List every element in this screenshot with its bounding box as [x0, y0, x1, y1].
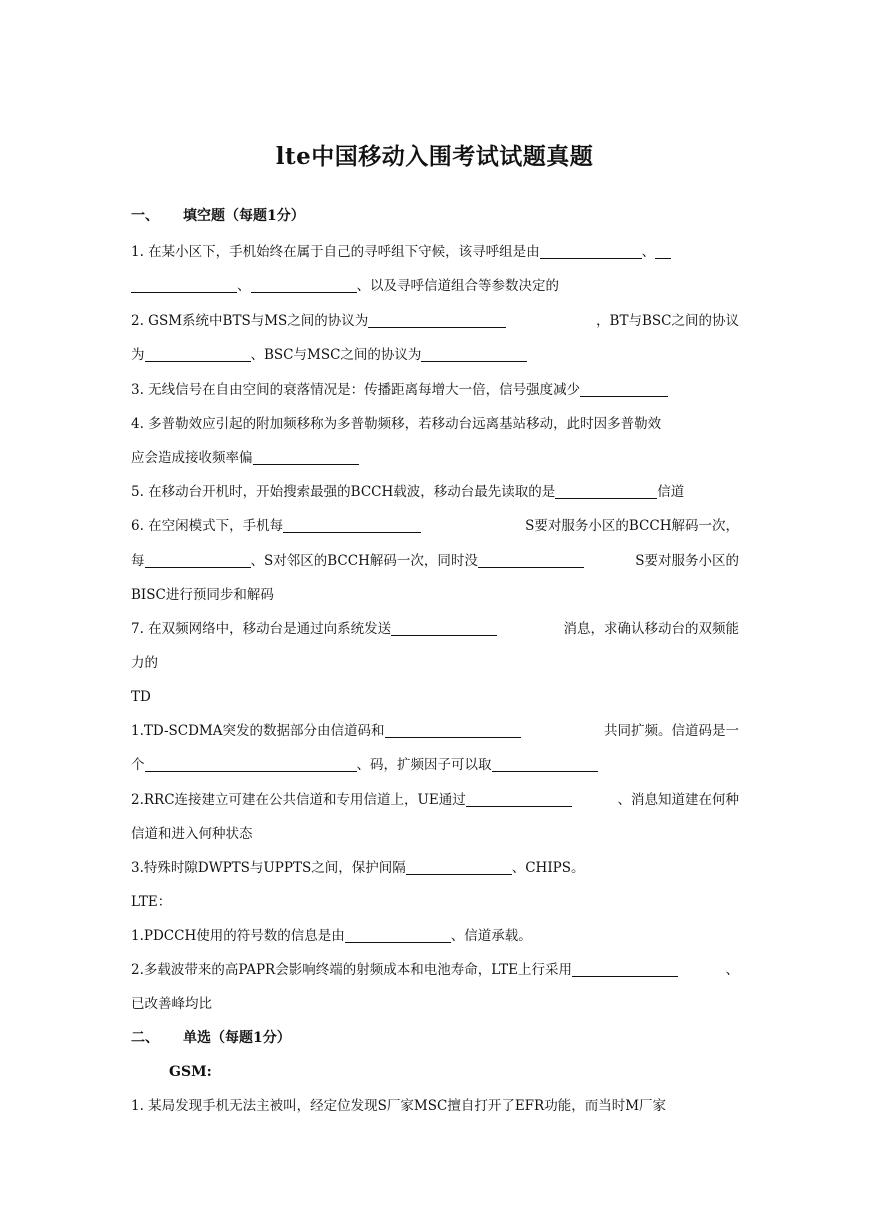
question-text: 个: [131, 757, 145, 773]
question-text: 2. GSM系统中BTS与MS之间的协议为: [131, 313, 369, 329]
answer-blank[interactable]: [580, 382, 668, 397]
question-text: 1. 在某小区下，手机始终在属于自己的寻呼组下守候，该寻呼组是由: [131, 244, 540, 260]
question-line: [131, 380, 739, 400]
question-text: 2.RRC连接建立可建在公共信道和专用信道上，UE通过: [131, 792, 466, 808]
subsection-heading-lte: LTE：: [131, 894, 172, 910]
page-title: lte中国移动入围考试试题真题: [275, 143, 594, 170]
question-line: [131, 448, 739, 468]
answer-blank[interactable]: [391, 621, 497, 636]
answer-blank[interactable]: [345, 928, 451, 943]
question-text: 2.多载波带来的高PAPR会影响终端的射频成本和电池寿命，LTE上行采用: [131, 962, 572, 978]
subsection-heading-gsm: GSM:: [169, 1064, 212, 1080]
question-text: 共同扩频。信道码是一: [604, 723, 739, 739]
question-line: [131, 755, 739, 775]
question-text: 每: [131, 553, 145, 569]
answer-blank[interactable]: [131, 278, 237, 293]
question-text: ，BT与BSC之间的协议: [596, 313, 739, 329]
question-line: [131, 721, 739, 741]
question-text: 、BSC与MSC之间的协议为: [250, 347, 422, 363]
answer-blank[interactable]: [251, 278, 357, 293]
answer-blank[interactable]: [540, 244, 642, 259]
answer-blank[interactable]: [406, 860, 512, 875]
separator: 、: [641, 244, 656, 260]
question-text: BISC进行预同步和解码: [131, 587, 274, 603]
answer-blank[interactable]: [466, 792, 572, 807]
answer-blank[interactable]: [555, 484, 657, 499]
section-number: 一、: [131, 208, 159, 224]
question-text: S要对服务小区的: [635, 553, 739, 569]
answer-blank[interactable]: [145, 553, 251, 568]
question-text: S要对服务小区的BCCH解码一次，: [525, 518, 739, 534]
question-text: 、CHIPS。: [511, 860, 585, 876]
question-line: [131, 242, 739, 262]
separator: 、: [725, 962, 739, 978]
question-line: [131, 1096, 739, 1116]
answer-blank[interactable]: [145, 757, 357, 772]
question-text: 信道: [657, 484, 685, 500]
section-number: 二、: [131, 1030, 159, 1046]
question-text: 3.特殊时隙DWPTS与UPPTS之间，保护间隔: [131, 860, 406, 876]
question-text: 已改善峰均比: [131, 996, 212, 1012]
question-line: [131, 858, 739, 878]
question-text: 为: [131, 347, 145, 363]
answer-blank[interactable]: [385, 723, 521, 738]
subsection-heading-td: TD: [131, 689, 151, 705]
question-text: 3. 无线信号在自由空间的衰落情况是：传播距离每增大一倍，信号强度减少: [131, 382, 581, 398]
answer-blank[interactable]: [145, 347, 251, 362]
answer-blank[interactable]: [478, 553, 584, 568]
question-text: 消息，求确认移动台的双频能: [563, 621, 739, 637]
question-line: [131, 926, 739, 946]
section-heading-single-choice: [131, 1028, 739, 1048]
question-line: [131, 585, 739, 605]
question-text: 信道和进入何种状态: [131, 826, 253, 842]
question-text: 应会造成接收频率偏: [131, 450, 253, 466]
question-line: [131, 653, 739, 673]
section-heading-fill-in: [131, 206, 739, 226]
answer-blank[interactable]: [655, 244, 671, 259]
question-text: 7. 在双频网络中，移动台是通过向系统发送: [131, 621, 392, 637]
answer-blank[interactable]: [253, 450, 359, 465]
question-line: [131, 345, 739, 365]
question-line: [131, 414, 739, 434]
answer-blank[interactable]: [368, 313, 506, 328]
question-line: [131, 551, 739, 571]
question-text: 、信道承载。: [450, 928, 532, 944]
question-text: 1. 某局发现手机无法主被叫，经定位发现S厂家MSC擅自打开了EFR功能，而当时M厂家: [131, 1098, 667, 1114]
question-line: [131, 516, 739, 536]
answer-blank[interactable]: [421, 347, 527, 362]
question-line: [131, 824, 739, 844]
question-text: 5. 在移动台开机时，开始搜索最强的BCCH载波，移动台最先读取的是: [131, 484, 556, 500]
question-text: 、S对邻区的BCCH解码一次，同时没: [250, 553, 478, 569]
question-line: [131, 482, 739, 502]
question-line: [131, 960, 739, 980]
question-text: 、码，扩频因子可以取: [356, 757, 492, 773]
answer-blank[interactable]: [283, 518, 421, 533]
separator: 、: [237, 278, 251, 294]
section-label: 单选（每题1分）: [183, 1030, 291, 1046]
question-line: [131, 311, 739, 331]
answer-blank[interactable]: [572, 962, 678, 977]
question-text: 4. 多普勒效应引起的附加频移称为多普勒频移，若移动台远离基站移动，此时因多普勒效: [131, 416, 662, 432]
question-text: 1.PDCCH使用的符号数的信息是由: [131, 928, 345, 944]
question-text: 6. 在空闲模式下，手机每: [131, 518, 284, 534]
question-text: 1.TD-SCDMA突发的数据部分由信道码和: [131, 723, 385, 739]
answer-blank[interactable]: [492, 757, 598, 772]
section-label: 填空题（每题1分）: [183, 208, 305, 224]
question-line: [131, 276, 739, 296]
question-text: 力的: [131, 655, 158, 671]
question-text: 、消息知道建在何种: [617, 792, 739, 808]
question-line: [131, 619, 739, 639]
question-line: [131, 994, 739, 1014]
question-line: [131, 790, 739, 810]
question-text: 、以及寻呼信道组合等参数决定的: [356, 278, 559, 294]
